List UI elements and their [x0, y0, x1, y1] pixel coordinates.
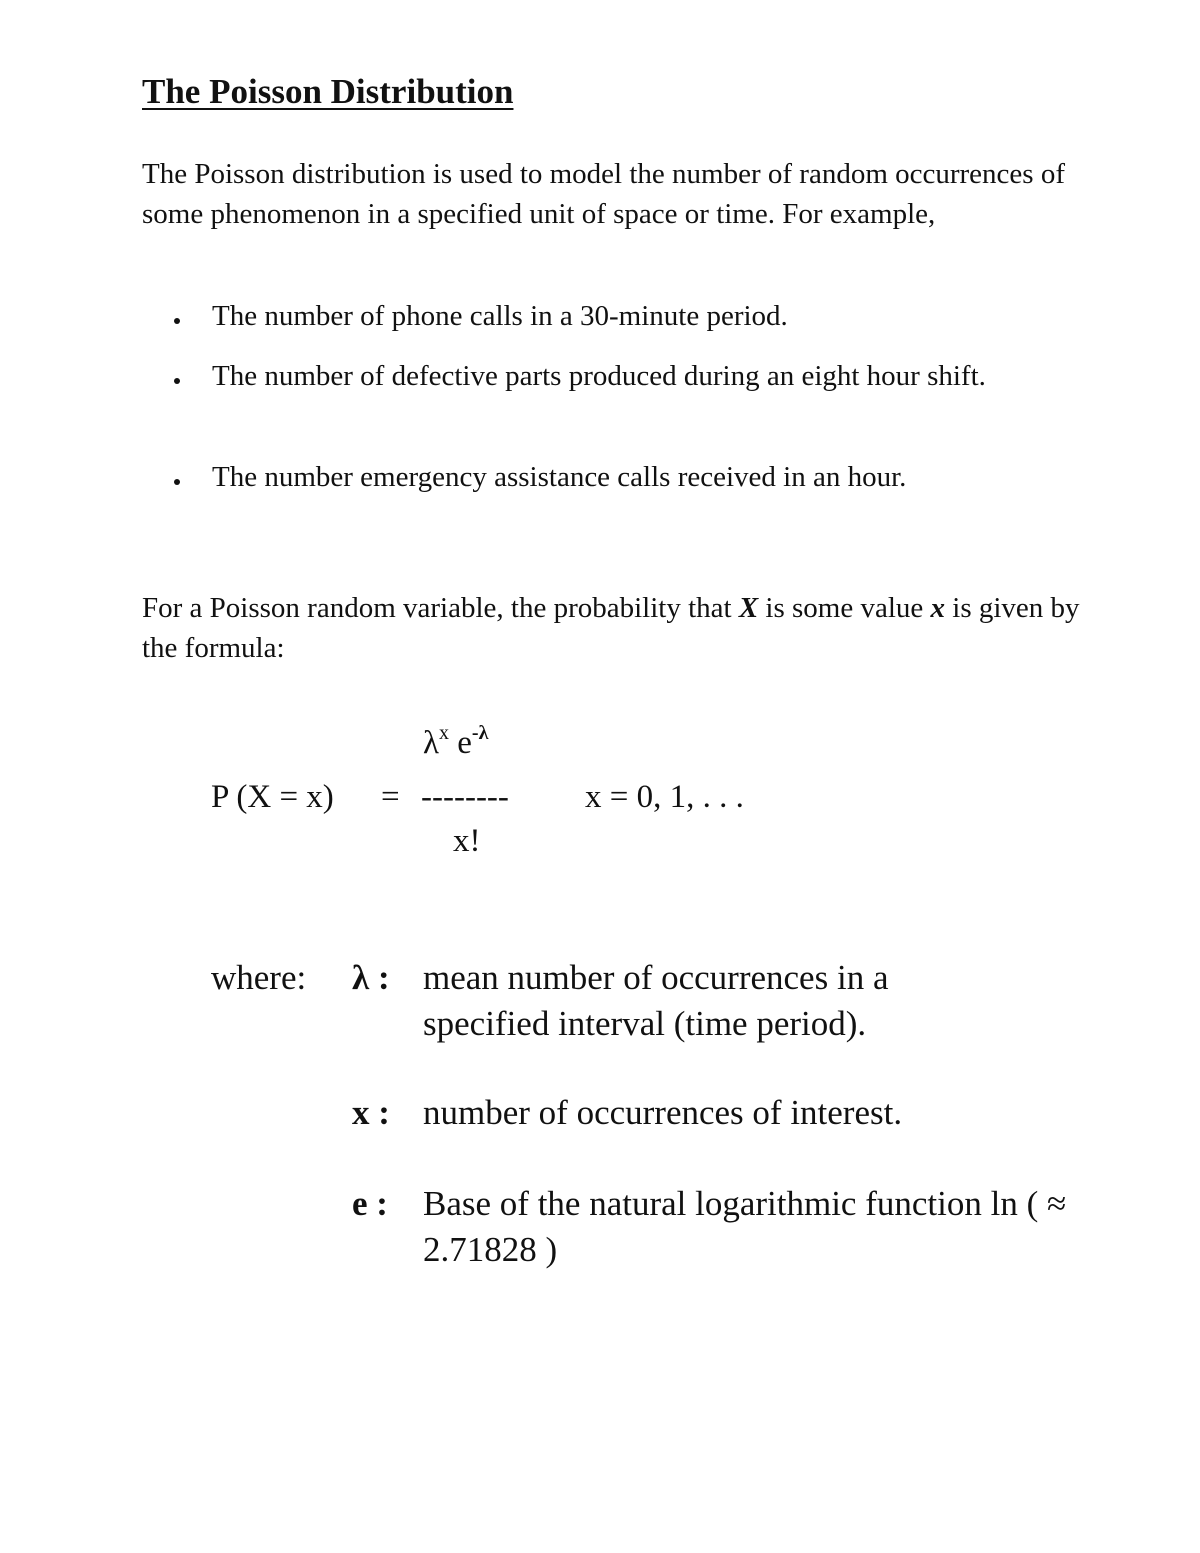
formula-denominator: x! [453, 823, 481, 859]
intro-paragraph: The Poisson distribution is used to model the number of random occurrences of some phenomenon in a specified unit of space or time. For example, [142, 158, 1065, 230]
definition-symbol: λ : [352, 958, 390, 997]
fraction-bar: -------- [421, 779, 509, 815]
definition-symbol: x : [352, 1093, 390, 1132]
lambda-symbol: λ [423, 725, 440, 761]
formula-intro-text-2: is some value [758, 592, 931, 624]
bullet-icon [174, 318, 180, 324]
variable-x: x [930, 592, 946, 624]
formula-equals: = [381, 779, 400, 815]
e-symbol: e [449, 725, 472, 761]
formula-domain: x = 0, 1, . . . [585, 779, 744, 815]
list-item: The number emergency assistance calls received in an hour. [212, 461, 907, 493]
list-item: The number of phone calls in a 30-minute period. [212, 300, 788, 332]
definition-text: mean number of occurrences in a specified interval (time period). [423, 958, 889, 1043]
formula-intro-text-1: For a Poisson random variable, the probability that [142, 592, 739, 624]
page-title: The Poisson Distribution [142, 72, 514, 111]
formula-intro-paragraph [142, 588, 1102, 668]
variable-X: X [738, 592, 759, 624]
bullet-icon [174, 479, 180, 485]
numerator-exponent: x [439, 722, 450, 744]
formula-intro-text-3: is given by the formula: [142, 592, 1080, 664]
list-item: The number of defective parts produced during an eight hour shift. [212, 360, 986, 392]
definition-text: number of occurrences of interest. [423, 1093, 903, 1132]
formula-lhs: P (X = x) [211, 779, 334, 815]
definition-text: Base of the natural logarithmic function ln ( ≈ 2.71828 ) [423, 1184, 1067, 1269]
e-exponent: -λ [471, 722, 489, 744]
formula-numerator [423, 722, 489, 762]
bullet-icon [174, 378, 180, 384]
where-label: where: [211, 958, 307, 997]
definition-symbol: e : [352, 1184, 388, 1223]
